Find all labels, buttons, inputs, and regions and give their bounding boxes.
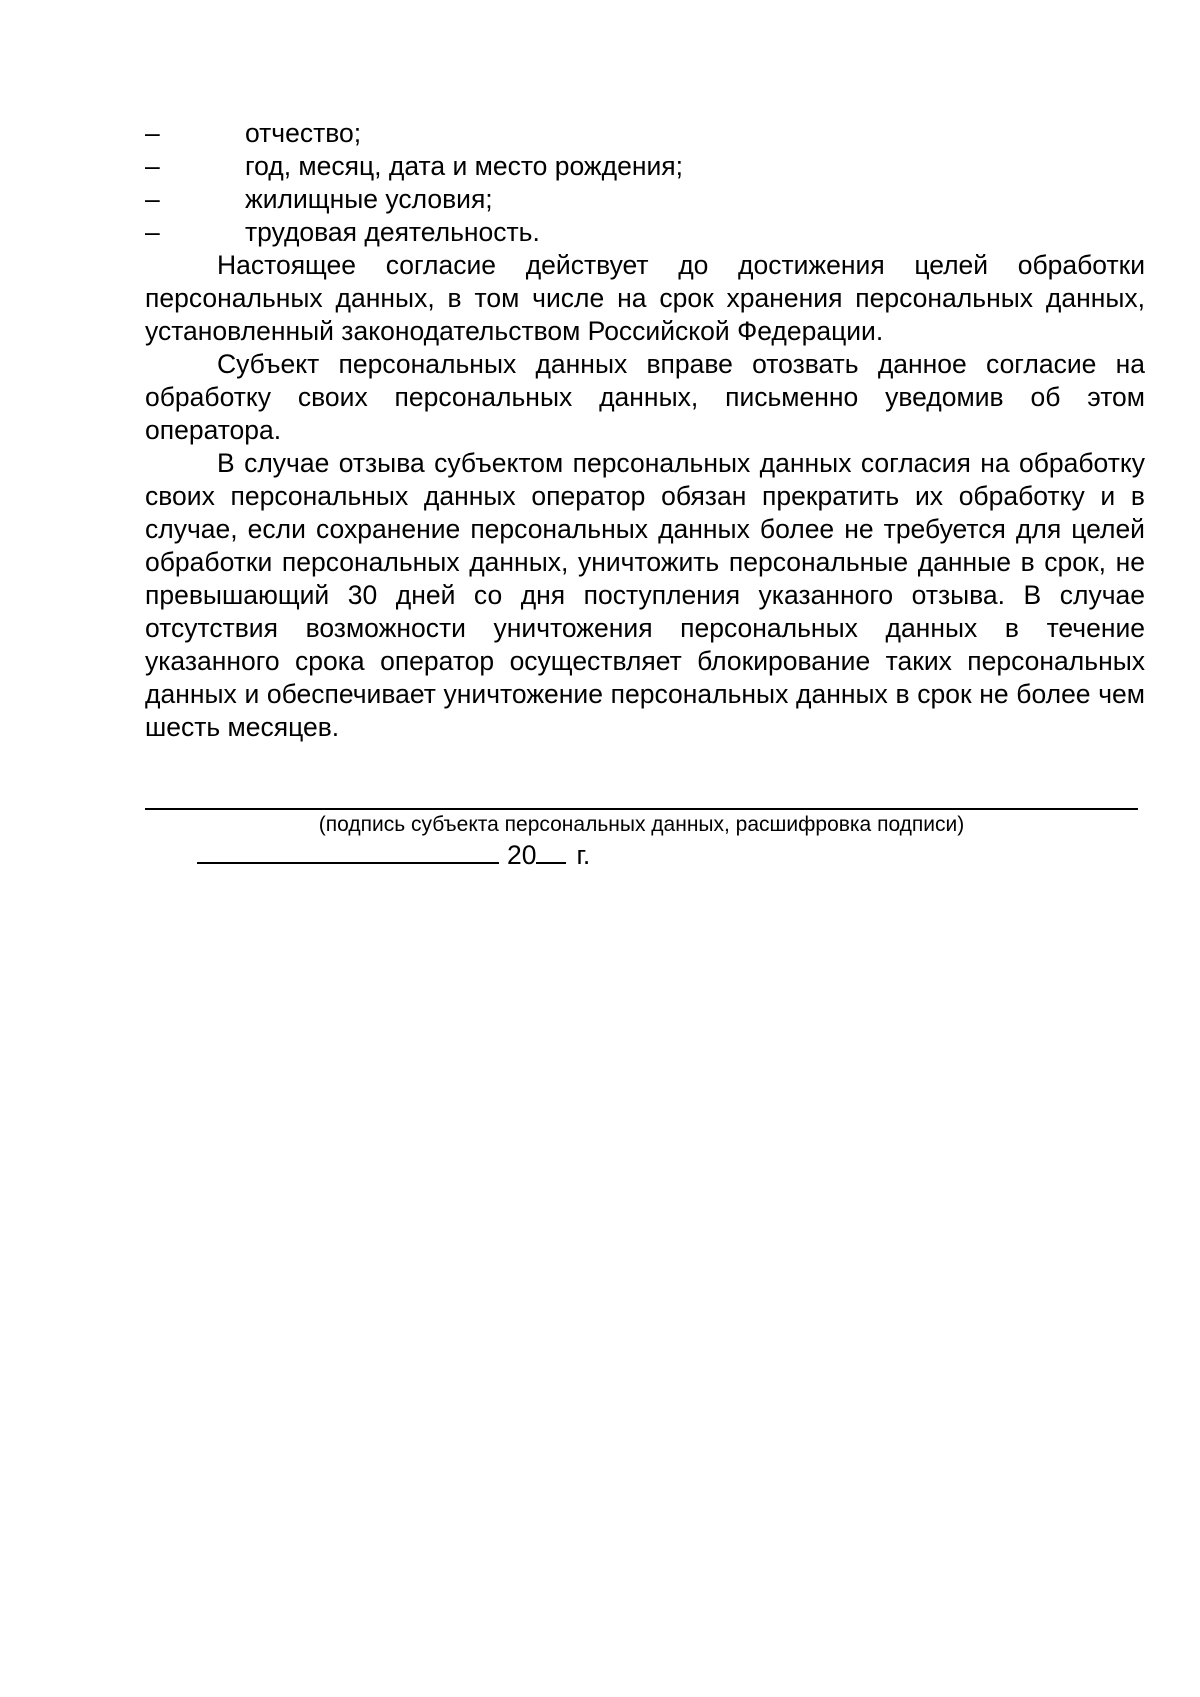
list-item — [145, 117, 1145, 150]
list-item-text: отчество; — [245, 118, 362, 148]
date-line — [197, 838, 590, 872]
paragraph-consent-duration: Настоящее согласие действует до достижения целей обработки персональных данных, в том числе на срок хранения персональных данных, установленный законодательством Российской Федерации. — [145, 250, 1145, 346]
year-suffix: г. — [576, 840, 591, 870]
list-item — [145, 216, 1145, 249]
year-prefix: 20 — [507, 840, 537, 870]
date-blank — [197, 838, 499, 864]
list-item — [145, 150, 1145, 183]
list-bullet: – — [145, 151, 160, 181]
list-item-text: трудовая деятельность. — [245, 217, 540, 247]
list-item-text: жилищные условия; — [245, 184, 493, 214]
year-blank — [536, 838, 566, 864]
list-bullet: – — [145, 184, 160, 214]
paragraph-withdrawal-processing: В случае отзыва субъектом персональных данных согласия на обработку своих персональных данных оператор обязан прекратить их обработку и в случае, если сохранение персональных данных более не требуется для целей обработки персональных данных, уничтожить персональные данные в срок, не превышающий 30 дней со дня поступления указанного отзыва. В случае отсутствия возможности уничтожения персональных данных в течение указанного срока оператор осуществляет блокирование таких персональных данных и обеспечивает уничтожение персональных данных в срок не более чем шесть месяцев. — [145, 448, 1145, 742]
list-bullet: – — [145, 118, 160, 148]
list-item — [145, 183, 1145, 216]
list-item-text: год, месяц, дата и место рождения; — [245, 151, 684, 181]
paragraph-consent-withdrawal: Субъект персональных данных вправе отозвать данное согласие на обработку своих персональных данных, письменно уведомив об этом оператора. — [145, 349, 1145, 445]
document-body — [145, 117, 1145, 744]
signature-line — [145, 808, 1138, 810]
list-bullet: – — [145, 217, 160, 247]
signature-caption: (подпись субъекта персональных данных, расшифровка подписи) — [318, 813, 965, 836]
